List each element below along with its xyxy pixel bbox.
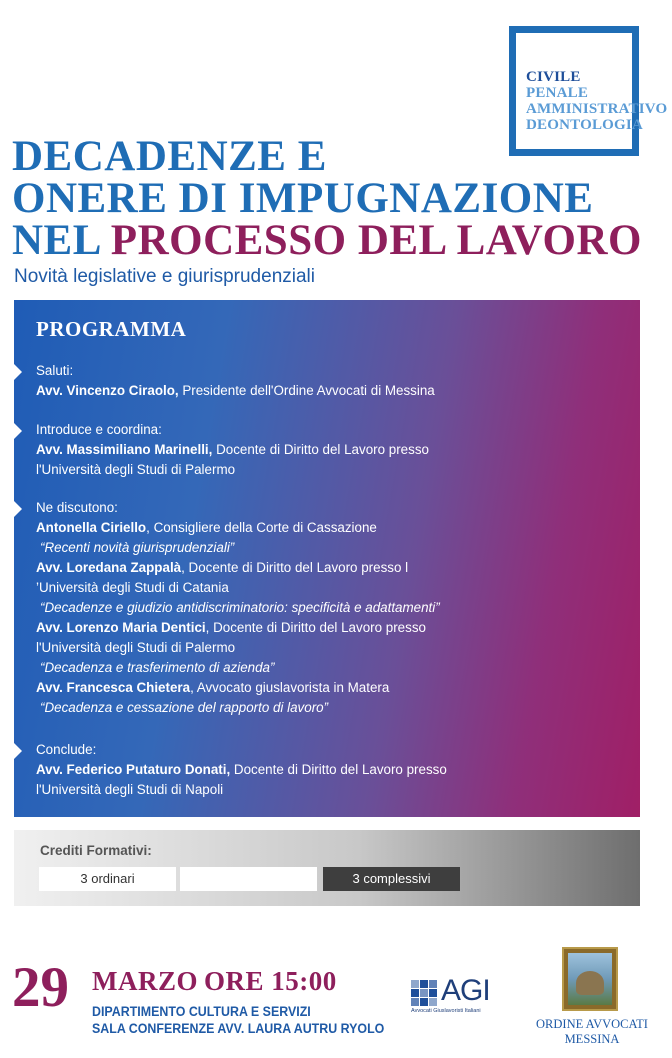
saluti-label: Saluti:	[36, 363, 74, 378]
introduce-role: Docente di Diritto del Lavoro presso	[212, 442, 429, 457]
credits-bar	[14, 830, 640, 906]
agi-logo	[411, 974, 503, 1018]
introduce-role-2: l'Università degli Studi di Palermo	[36, 462, 236, 477]
event-month: MARZO	[92, 966, 198, 996]
conclude-role-2: l'Università degli Studi di Napoli	[36, 782, 224, 797]
introduce-name: Avv. Massimiliano Marinelli,	[36, 442, 213, 457]
speaker-4-name: Avv. Francesca Chietera	[36, 680, 191, 695]
speaker-2-role: , Docente di Diritto del Lavoro presso l	[181, 560, 409, 575]
saluti-role: Presidente dell'Ordine Avvocati di Messina	[178, 383, 435, 398]
bullet-arrow-icon	[14, 364, 22, 380]
conclude-label: Conclude:	[36, 742, 97, 757]
speaker-2	[36, 558, 596, 578]
category-amministrativo: AMMINISTRATIVO	[526, 101, 668, 117]
title-line-2: ONERE DI IMPUGNAZIONE	[12, 175, 594, 222]
title-line-1: DECADENZE E	[12, 133, 327, 180]
speaker-2-name: Avv. Loredana Zappalà	[36, 560, 182, 575]
page-title	[12, 133, 642, 264]
event-day: 29	[12, 956, 69, 1019]
organizer	[524, 1017, 660, 1047]
bullet-arrow-icon	[14, 501, 22, 517]
conclude-role: Docente di Diritto del Lavoro presso	[230, 762, 447, 777]
speaker-3-name: Avv. Lorenzo Maria Dentici	[36, 620, 206, 635]
introduce-speaker	[36, 440, 596, 460]
introduce-label: Introduce e coordina:	[36, 422, 162, 437]
credits-ordinari: 3 ordinari	[39, 867, 176, 891]
event-time: ORE 15:00	[204, 966, 337, 996]
speaker-4-topic: “Decadenza e cessazione del rapporto di lavoro”	[40, 700, 329, 715]
speaker-1-topic: “Recenti novità giurisprudenziali”	[40, 540, 235, 555]
event-place-2: SALA CONFERENZE AVV. LAURA AUTRU RYOLO	[92, 1021, 385, 1036]
category-penale: PENALE	[526, 85, 589, 101]
speaker-2-role-2: ’Università degli Studi di Catania	[36, 580, 229, 595]
credits-complessivi: 3 complessivi	[323, 867, 460, 891]
agi-squares-icon	[411, 980, 437, 1006]
title-line-3-accent: PROCESSO DEL LAVORO	[110, 217, 642, 264]
credits-label: Crediti Formativi:	[40, 843, 152, 858]
speaker-4-role: , Avvocato giuslavorista in Matera	[190, 680, 390, 695]
program-panel	[14, 300, 640, 817]
program-saluti	[36, 361, 596, 401]
event-when	[92, 966, 337, 997]
conclude-name: Avv. Federico Putaturo Donati,	[36, 762, 231, 777]
speaker-3	[36, 618, 596, 638]
subtitle: Novità legislative e giurisprudenziali	[14, 266, 315, 287]
speaker-1	[36, 518, 596, 538]
event-place-1: DIPARTIMENTO CULTURA E SERVIZI	[92, 1004, 311, 1019]
speaker-1-name: Antonella Ciriello	[36, 520, 147, 535]
program-introduce	[36, 420, 596, 480]
program-conclude	[36, 740, 596, 800]
category-list	[526, 69, 667, 133]
agi-name: AGI	[441, 974, 490, 1007]
discutono-label: Ne discutono:	[36, 500, 118, 515]
speaker-2-topic: “Decadenze e giudizio antidiscriminatorio: specificità e adattamenti”	[40, 600, 440, 615]
category-deontologia: DEONTOLOGIA	[526, 117, 643, 133]
saluti-speaker	[36, 381, 596, 401]
speaker-4	[36, 678, 596, 698]
program-discutono	[36, 498, 596, 718]
agi-subtitle: Avvocati Giuslavoristi Italiani	[411, 1008, 481, 1014]
title-line-3	[12, 217, 642, 264]
bullet-arrow-icon	[14, 743, 22, 759]
title-line-3-prefix: NEL	[12, 217, 100, 264]
bullet-arrow-icon	[14, 423, 22, 439]
speaker-1-role: , Consigliere della Corte di Cassazione	[146, 520, 377, 535]
speaker-3-topic: “Decadenza e trasferimento di azienda”	[40, 660, 275, 675]
credits-empty	[180, 867, 317, 891]
saluti-name: Avv. Vincenzo Ciraolo,	[36, 383, 179, 398]
category-civile: CIVILE	[526, 69, 581, 85]
speaker-3-role: , Docente di Diritto del Lavoro presso	[205, 620, 426, 635]
organizer-line-2: MESSINA	[564, 1032, 620, 1046]
program-heading: PROGRAMMA	[36, 317, 187, 341]
organizer-line-1: ORDINE AVVOCATI	[536, 1017, 648, 1031]
messina-crest-icon	[562, 947, 618, 1011]
speaker-3-role-2: l'Università degli Studi di Palermo	[36, 640, 236, 655]
conclude-speaker	[36, 760, 596, 780]
event-place	[92, 1003, 384, 1037]
